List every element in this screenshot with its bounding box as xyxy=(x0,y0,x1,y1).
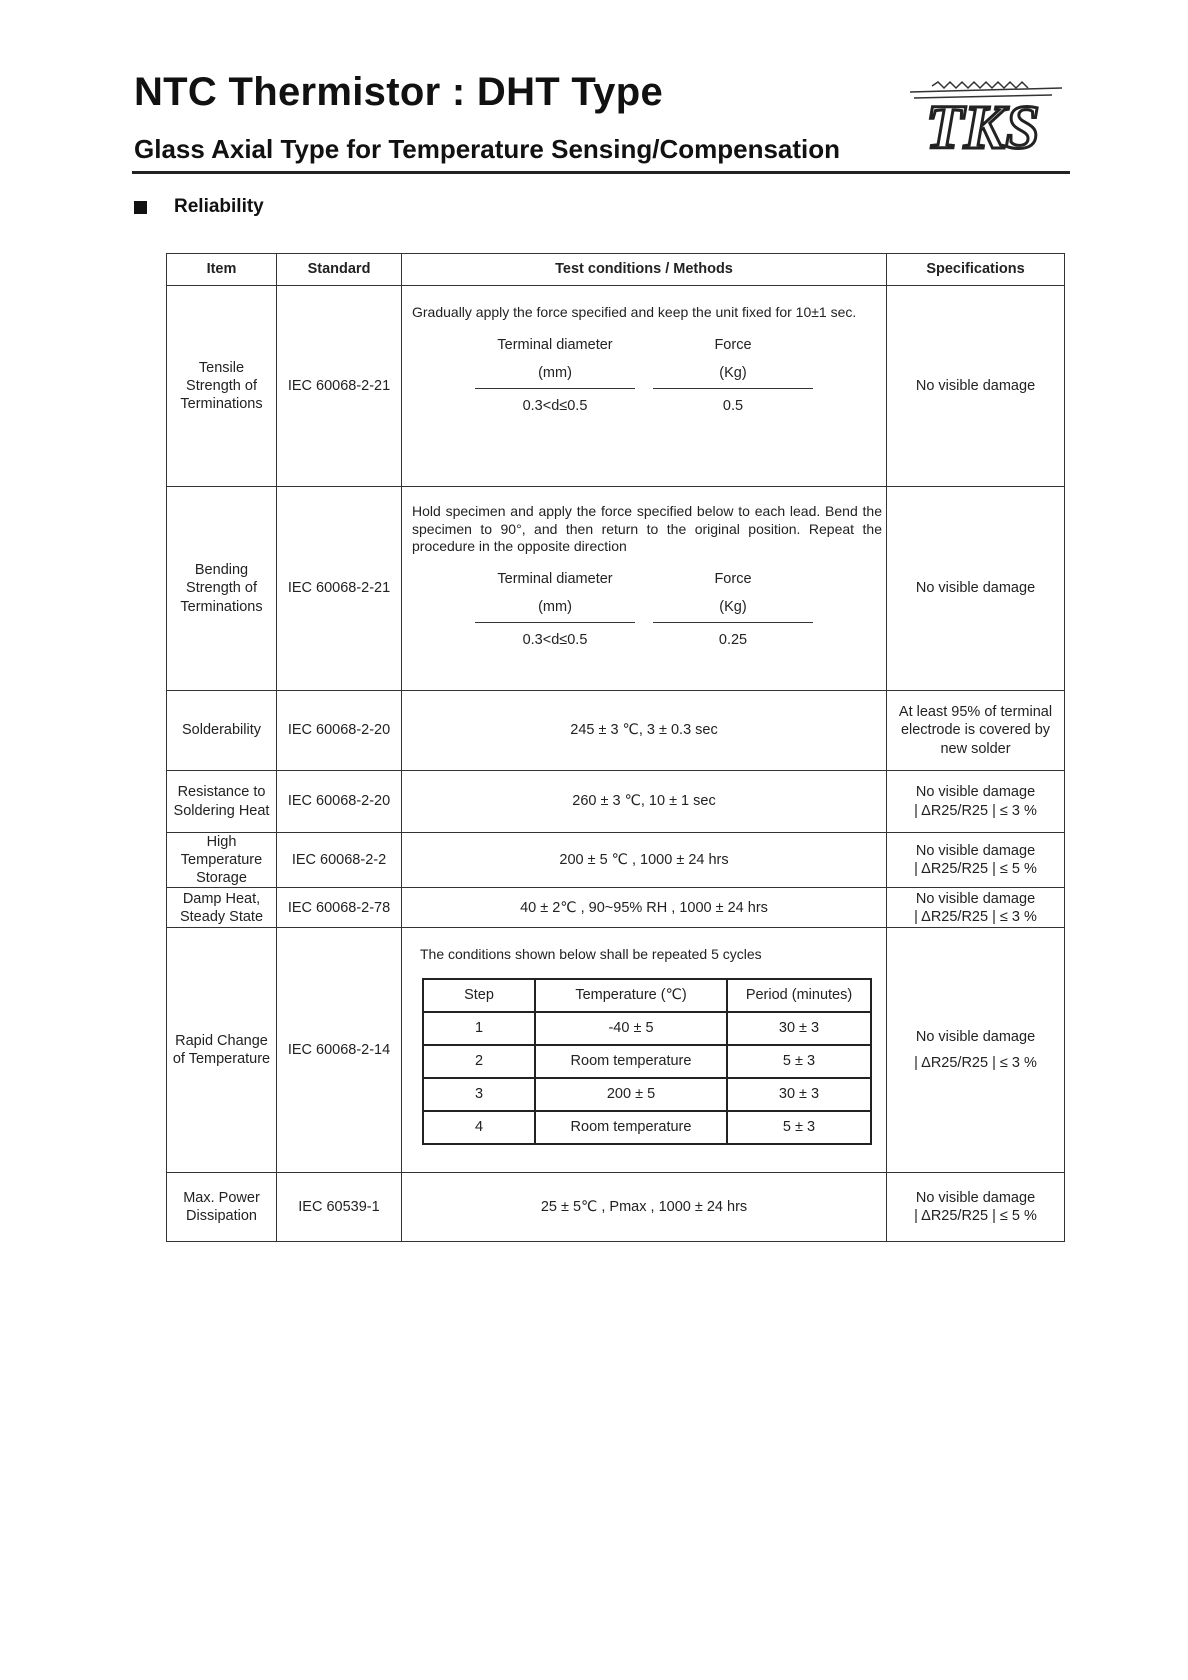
terminal-diameter-value: 0.3<d≤0.5 xyxy=(522,397,588,414)
spec-delta: | ΔR25/R25 | ≤ 3 % xyxy=(914,802,1037,819)
spec-line: No visible damage xyxy=(915,1190,1036,1207)
step-period: 5 ± 3 xyxy=(727,1111,871,1144)
page-title: NTC Thermistor : DHT Type xyxy=(134,70,664,114)
header-item: Item xyxy=(167,254,277,286)
item-cell: Tensile Strength of Terminations xyxy=(167,286,277,487)
table-row-high-temp xyxy=(167,833,1065,888)
step-temperature: Room temperature xyxy=(535,1111,727,1144)
step-number: 2 xyxy=(423,1045,535,1078)
conditions-cell: 200 ± 5 ℃ , 1000 ± 24 hrs xyxy=(402,833,887,888)
section-heading xyxy=(134,196,264,218)
step-temperature: 200 ± 5 xyxy=(535,1078,727,1111)
conditions-cell xyxy=(402,286,887,487)
force-subtable xyxy=(466,336,822,415)
conditions-cell: 260 ± 3 ℃, 10 ± 1 sec xyxy=(402,771,887,833)
standard-cell: IEC 60068-2-2 xyxy=(277,833,402,888)
table-row-tensile xyxy=(167,286,1065,487)
company-logo xyxy=(902,80,1072,162)
logo-text: TKS xyxy=(926,94,1040,162)
bullet-square-icon xyxy=(134,201,147,214)
step-number: 1 xyxy=(423,1012,535,1045)
step-temperature: -40 ± 5 xyxy=(535,1012,727,1045)
standard-cell: IEC 60539-1 xyxy=(277,1173,402,1242)
terminal-diameter-unit: (mm) xyxy=(475,364,635,389)
terminal-diameter-label: Terminal diameter xyxy=(497,570,613,587)
header-standard: Standard xyxy=(277,254,402,286)
steps-header-step: Step xyxy=(423,979,535,1012)
section-title: Reliability xyxy=(174,196,264,217)
item-cell: Resistance to Soldering Heat xyxy=(167,771,277,833)
standard-cell: IEC 60068-2-21 xyxy=(277,286,402,487)
force-value: 0.5 xyxy=(722,397,744,414)
standard-cell: IEC 60068-2-20 xyxy=(277,771,402,833)
standard-cell: IEC 60068-2-21 xyxy=(277,487,402,691)
terminal-diameter-value: 0.3<d≤0.5 xyxy=(522,631,588,648)
standard-cell: IEC 60068-2-20 xyxy=(277,691,402,771)
page-subtitle: Glass Axial Type for Temperature Sensing/Compensation xyxy=(134,134,841,164)
table-row-resistance-heat xyxy=(167,771,1065,833)
spec-cell xyxy=(887,771,1065,833)
conditions-description: The conditions shown below shall be repeated 5 cycles xyxy=(420,946,762,963)
table-row-bending xyxy=(167,487,1065,691)
step-period: 30 ± 3 xyxy=(727,1012,871,1045)
conditions-cell: 245 ± 3 ℃, 3 ± 0.3 sec xyxy=(402,691,887,771)
spec-delta: | ΔR25/R25 | ≤ 3 % xyxy=(914,1055,1037,1072)
steps-header-row xyxy=(423,979,871,1012)
table-row-solderability xyxy=(167,691,1065,771)
table-header-row xyxy=(167,254,1065,286)
item-cell: Bending Strength of Terminations xyxy=(167,487,277,691)
reliability-table xyxy=(166,253,1065,1242)
step-period: 5 ± 3 xyxy=(727,1045,871,1078)
force-subtable xyxy=(466,570,822,649)
table-row-damp-heat xyxy=(167,888,1065,928)
conditions-description: Hold specimen and apply the force specified below to each lead. Bend the specimen to 90°, and then return to the original position. Repeat the procedure in the opposite direction xyxy=(412,503,882,554)
spec-cell: No visible damage xyxy=(887,286,1065,487)
header-test-conditions: Test conditions / Methods xyxy=(402,254,887,286)
steps-row xyxy=(423,1045,871,1078)
spec-delta: | ΔR25/R25 | ≤ 5 % xyxy=(914,1208,1037,1225)
spec-delta: | ΔR25/R25 | ≤ 5 % xyxy=(914,861,1037,878)
item-cell: High Temperature Storage xyxy=(167,833,277,888)
spec-cell xyxy=(887,888,1065,928)
standard-cell: IEC 60068-2-78 xyxy=(277,888,402,928)
spec-delta: | ΔR25/R25 | ≤ 3 % xyxy=(914,908,1037,925)
conditions-cell: 25 ± 5℃ , Pmax , 1000 ± 24 hrs xyxy=(402,1173,887,1242)
item-cell: Max. Power Dissipation xyxy=(167,1173,277,1242)
conditions-cell xyxy=(402,487,887,691)
spec-cell: No visible damage xyxy=(887,487,1065,691)
item-cell: Rapid Change of Temperature xyxy=(167,928,277,1173)
conditions-cell: 40 ± 2℃ , 90~95% RH , 1000 ± 24 hrs xyxy=(402,888,887,928)
spec-line: No visible damage xyxy=(915,843,1036,860)
spec-line: No visible damage xyxy=(915,784,1036,801)
force-unit: (Kg) xyxy=(653,598,813,623)
steps-header-temperature: Temperature (℃) xyxy=(535,979,727,1012)
terminal-diameter-label: Terminal diameter xyxy=(497,336,613,353)
step-temperature: Room temperature xyxy=(535,1045,727,1078)
spec-cell: At least 95% of terminal electrode is covered by new solder xyxy=(887,691,1065,771)
force-label: Force xyxy=(714,336,752,353)
spec-line: No visible damage xyxy=(915,890,1036,907)
conditions-description: Gradually apply the force specified and keep the unit fixed for 10±1 sec. xyxy=(412,304,857,320)
spec-cell xyxy=(887,928,1065,1173)
steps-row xyxy=(423,1012,871,1045)
step-number: 3 xyxy=(423,1078,535,1111)
header-specifications: Specifications xyxy=(887,254,1065,286)
steps-header-period: Period (minutes) xyxy=(727,979,871,1012)
conditions-cell xyxy=(402,928,887,1173)
steps-row xyxy=(423,1078,871,1111)
table-row-max-power xyxy=(167,1173,1065,1242)
standard-cell: IEC 60068-2-14 xyxy=(277,928,402,1173)
force-label: Force xyxy=(714,570,752,587)
force-unit: (Kg) xyxy=(653,364,813,389)
table-row-rapid-change xyxy=(167,928,1065,1173)
header-divider xyxy=(132,171,1070,174)
step-number: 4 xyxy=(423,1111,535,1144)
spec-line: No visible damage xyxy=(915,1029,1036,1046)
spec-cell xyxy=(887,1173,1065,1242)
force-value: 0.25 xyxy=(718,631,748,648)
terminal-diameter-unit: (mm) xyxy=(475,598,635,623)
item-cell: Damp Heat, Steady State xyxy=(167,888,277,928)
spec-cell xyxy=(887,833,1065,888)
step-period: 30 ± 3 xyxy=(727,1078,871,1111)
item-cell: Solderability xyxy=(167,691,277,771)
steps-table xyxy=(422,978,872,1145)
steps-row xyxy=(423,1111,871,1144)
